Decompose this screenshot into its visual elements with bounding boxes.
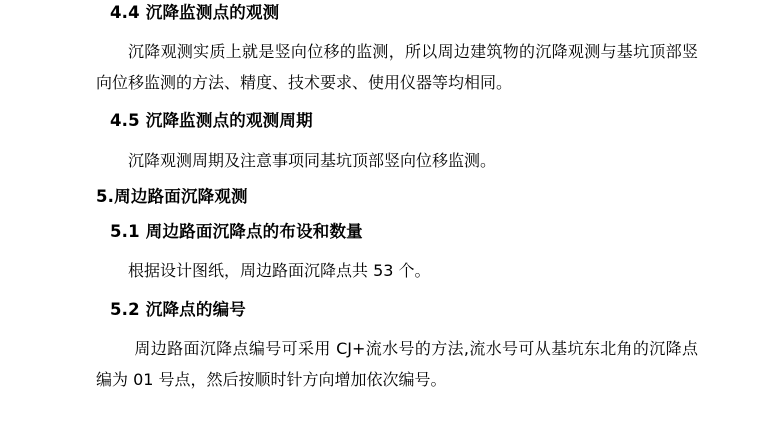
- paragraph-4-4: 沉降观测实质上就是竖向位移的监测，所以周边建筑物的沉降观测与基坑顶部竖向位移监测的方法、精度、技术要求、使用仪器等均相同。: [96, 41, 698, 92]
- spacer: [96, 98, 698, 108]
- heading-4-5: 4.5 沉降监测点的观测周期: [110, 111, 313, 130]
- heading-4-4: 4.4 沉降监测点的观测: [110, 3, 280, 22]
- paragraph-5-2: 周边路面沉降点编号可采用 CJ+流水号的方法,流水号可从基坑东北角的沉降点编为 01 号点，然后按顺时针方向增加依次编号。: [96, 338, 698, 390]
- spacer: [96, 286, 698, 297]
- heading-5: 5.周边路面沉降观测: [96, 186, 248, 206]
- spacer: [96, 132, 698, 145]
- spacer: [96, 243, 698, 255]
- spacer: [96, 24, 698, 36]
- paragraph-4-5: 沉降观测周期及注意事项同基坑顶部竖向位移监测。: [128, 150, 497, 170]
- spacer: [96, 207, 698, 219]
- spacer: [96, 321, 698, 333]
- heading-5-1: 5.1 周边路面沉降点的布设和数量: [110, 222, 363, 242]
- heading-5-2: 5.2 沉降点的编号: [110, 300, 246, 320]
- paragraph-5-1: 根据设计图纸，周边路面沉降点共 53 个。: [128, 261, 431, 281]
- spacer: [96, 176, 698, 187]
